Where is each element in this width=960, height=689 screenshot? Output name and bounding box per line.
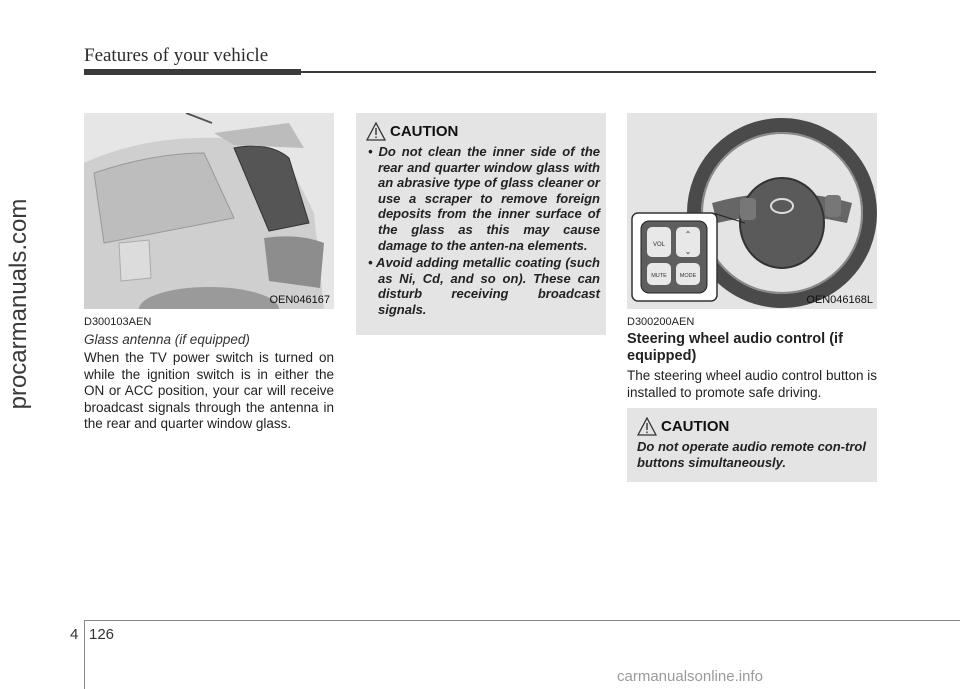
caution-item: • Avoid adding metallic coating (such as Ni, Cd, and so on). These can disturb receiving broadcast signals. — [368, 255, 600, 317]
mute-label: MUTE — [651, 273, 667, 279]
image-caption: OEN046168L — [806, 294, 873, 306]
header-bar — [84, 69, 301, 75]
steering-wheel-illustration — [627, 113, 877, 309]
caution-title: CAUTION — [390, 123, 459, 140]
caution-box-antenna — [356, 113, 606, 335]
page-number: 126 — [89, 626, 115, 643]
section-heading: Glass antenna (if equipped) — [84, 332, 250, 347]
svg-text:⌄: ⌄ — [684, 247, 692, 256]
svg-text:⌃: ⌃ — [684, 230, 692, 239]
warning-triangle-icon — [366, 122, 386, 142]
car-rear-illustration — [84, 113, 334, 309]
section-body: The steering wheel audio control button is installed to promote safe driving. — [627, 368, 877, 400]
caution-box-audio — [627, 408, 877, 482]
caution-item: • Do not clean the inner side of the rear and quarter window glass with an abrasive type of glass cleaner or use a scraper to remove foreign deposits from the inner surface of the glass as this may cause damage to the anten-na elements. — [368, 144, 600, 253]
section-code: D300200AEN — [627, 316, 695, 328]
section-body: When the TV power switch is turned on while the ignition switch is in either the ON or ACC position, your car will receive broadcast signals through the antenna in the rear and quarter window glass. — [84, 350, 334, 431]
caution-text: Do not operate audio remote con-trol buttons simultaneously. — [637, 439, 866, 470]
section-code: D300103AEN — [84, 316, 152, 328]
footer-divider — [84, 620, 85, 689]
mode-label: MODE — [679, 273, 697, 279]
bottom-watermark: carmanualsonline.info — [617, 668, 763, 685]
section-heading: Steering wheel audio control (if equipped) — [627, 331, 843, 364]
header-rule — [301, 71, 876, 73]
caution-title: CAUTION — [661, 418, 730, 435]
page-header-title: Features of your vehicle — [84, 45, 269, 66]
footer-rule — [84, 620, 960, 621]
image-caption: OEN046167 — [269, 294, 330, 306]
steering-wheel-image — [627, 113, 877, 309]
caution-list — [368, 144, 600, 320]
side-watermark: procarmanuals.com — [5, 198, 32, 410]
section-number: 4 — [70, 626, 79, 643]
rear-glass-image — [84, 113, 334, 309]
vol-label: VOL — [652, 242, 666, 248]
warning-triangle-icon — [637, 417, 657, 437]
